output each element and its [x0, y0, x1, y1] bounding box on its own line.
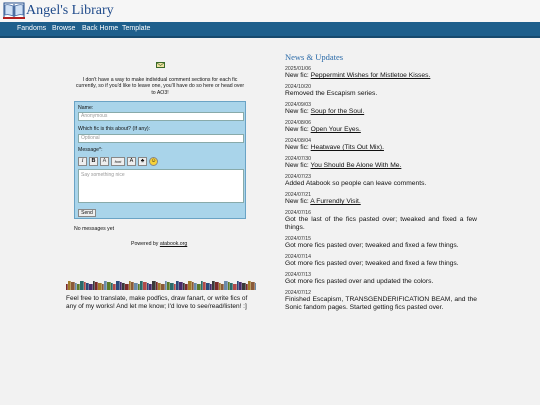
news-item	[285, 254, 477, 268]
powered-prefix: Powered by	[131, 241, 160, 247]
book-spine	[176, 281, 179, 290]
bookshelf-divider	[66, 281, 256, 290]
news-text-prefix: Finished Escapism, TRANSGENDERIFICATION BEAM, and the Sonic fandom pages. Started getting fics pasted over.	[285, 296, 477, 311]
news-text-prefix: Added Atabook so people can leave comments.	[285, 180, 427, 187]
book-spine	[170, 283, 174, 290]
news-text	[285, 144, 477, 152]
message-label: Message*:	[78, 147, 103, 153]
news-item	[285, 138, 477, 152]
news-text	[285, 108, 477, 116]
news-fic-link[interactable]: A Furrendly Visit.	[310, 198, 361, 205]
news-list[interactable]	[285, 66, 477, 328]
news-text-prefix: New fic:	[285, 198, 311, 205]
news-text	[285, 90, 477, 98]
news-date: 2024/07/30	[285, 156, 311, 162]
book-spine	[143, 282, 147, 290]
book-spine	[197, 284, 201, 290]
news-text	[285, 216, 477, 232]
book-spine	[77, 284, 80, 290]
book-spine	[66, 284, 68, 290]
news-text-prefix: New fic:	[285, 108, 311, 115]
book-spine	[248, 281, 251, 290]
book-spine	[242, 283, 246, 290]
site-title[interactable]: Angel's Library	[26, 3, 114, 18]
book-spine	[122, 283, 125, 290]
book-spine	[224, 281, 228, 290]
book-spine	[86, 283, 89, 290]
book-spine	[183, 283, 185, 290]
news-date: 2024/07/23	[285, 174, 311, 180]
book-spine	[201, 281, 203, 290]
book-spine	[75, 283, 77, 290]
book-spine	[251, 282, 255, 290]
news-item	[285, 236, 477, 250]
news-text-prefix: Got more fics pasted over; tweaked and fixed a few things.	[285, 242, 459, 249]
book-spine	[120, 282, 122, 290]
book-spine	[219, 283, 221, 290]
news-date: 2025/01/06	[285, 66, 311, 72]
book-spine	[102, 284, 104, 290]
book-spine	[158, 283, 161, 290]
news-text	[285, 162, 477, 170]
guestbook-form	[74, 101, 246, 219]
news-item	[285, 174, 477, 188]
size-button[interactable]: A	[127, 157, 136, 166]
news-date: 2024/07/12	[285, 290, 311, 296]
book-spine	[116, 281, 120, 290]
book-spine	[221, 284, 224, 290]
news-date: 2024/09/03	[285, 102, 311, 108]
news-date: 2024/08/06	[285, 120, 311, 126]
news-text	[285, 180, 477, 188]
site-header	[0, 0, 540, 22]
news-item	[285, 290, 477, 312]
book-spine	[68, 281, 71, 290]
news-text	[285, 198, 477, 206]
fic-input[interactable]: Optional	[78, 134, 244, 143]
book-spine	[71, 282, 75, 290]
news-date: 2024/07/16	[285, 210, 311, 216]
book-spine	[84, 282, 86, 290]
news-item	[285, 66, 477, 80]
book-spine	[203, 282, 206, 290]
book-spine	[228, 282, 230, 290]
book-spine	[98, 283, 102, 290]
book-spine	[140, 281, 143, 290]
news-text-prefix: Got the last of the fics pasted over; tweaked and fixed a few things.	[285, 216, 477, 231]
book-spine	[246, 284, 248, 290]
news-text-prefix: Removed the Escapism series.	[285, 90, 378, 97]
book-spine	[125, 284, 129, 290]
open-book-icon[interactable]	[3, 2, 25, 19]
nav-back-home[interactable]: Back Home	[82, 25, 119, 32]
book-spine	[239, 282, 242, 290]
news-date: 2024/08/04	[285, 138, 311, 144]
news-text	[285, 242, 477, 250]
book-spine	[93, 281, 95, 290]
bold-button[interactable]: B	[89, 157, 98, 166]
book-spine	[165, 281, 167, 290]
news-item	[285, 120, 477, 134]
news-text	[285, 260, 477, 268]
guestbook-intro: I don't have a way to make individual comment sections for each fic currently, so if you'd like to leave one, you'll have do so here or head over to AO3!	[75, 77, 245, 96]
book-spine	[134, 283, 138, 290]
book-spine	[89, 284, 93, 290]
book-spine	[255, 283, 256, 290]
book-spine	[111, 283, 113, 290]
italic-button[interactable]: I	[78, 157, 87, 166]
news-date: 2024/10/20	[285, 84, 311, 90]
book-spine	[80, 281, 84, 290]
nav-template[interactable]: Template	[122, 25, 151, 32]
book-spine	[161, 284, 165, 290]
book-spine	[185, 284, 188, 290]
envelope-icon	[156, 62, 165, 68]
book-spine	[233, 284, 237, 290]
news-item	[285, 192, 477, 206]
news-item	[285, 210, 477, 232]
news-fic-link[interactable]: Heatwave (Tits Out Mix).	[310, 144, 384, 151]
news-fic-link[interactable]: Open Your Eyes.	[310, 126, 361, 133]
nav-browse[interactable]: Browse	[52, 25, 76, 32]
news-date: 2024/07/13	[285, 272, 311, 278]
book-spine	[149, 284, 152, 290]
footer-note: Feel free to translate, make podfics, draw fanart, or write fics of any of my works! And let me know; I'd love to see/read/listen! :]	[66, 295, 248, 310]
book-spine	[95, 282, 98, 290]
send-button[interactable]: Send	[78, 209, 96, 217]
image-button[interactable]: ♣	[138, 157, 147, 166]
book-spine	[104, 281, 107, 290]
name-input[interactable]: Anonymous	[78, 112, 244, 121]
news-item	[285, 102, 477, 116]
news-date: 2024/07/14	[285, 254, 311, 260]
emoji-button[interactable]: ☺	[150, 158, 157, 164]
news-text	[285, 278, 477, 286]
news-text-prefix: Got more fics pasted over and updated the colors.	[285, 278, 434, 285]
font-button[interactable]: font	[111, 157, 125, 166]
news-title: News & Updates	[285, 52, 344, 62]
news-item	[285, 84, 477, 98]
book-spine	[174, 284, 176, 290]
message-textarea[interactable]: Say something nice	[78, 169, 244, 203]
news-date: 2024/07/15	[285, 236, 311, 242]
news-text-prefix: New fic:	[285, 144, 311, 151]
no-messages-text: No messages yet	[74, 226, 115, 232]
book-spine	[152, 281, 156, 290]
book-spine	[192, 282, 194, 290]
book-spine	[107, 282, 111, 290]
book-spine	[167, 282, 170, 290]
name-label: Name:	[78, 105, 94, 111]
news-text	[285, 296, 477, 312]
news-text-prefix: New fic:	[285, 126, 311, 133]
book-spine	[237, 281, 239, 290]
book-spine	[194, 283, 197, 290]
fic-label: Which fic is this about? (If any):	[78, 126, 151, 132]
book-spine	[210, 284, 212, 290]
news-text-prefix: Got more fics pasted over; tweaked and fixed a few things.	[285, 260, 459, 267]
news-text	[285, 72, 477, 80]
news-fic-link[interactable]: You Should Be Alone With Me.	[310, 162, 402, 169]
book-spine	[212, 281, 215, 290]
news-item	[285, 156, 477, 170]
powered-by	[131, 241, 187, 247]
book-spine	[131, 282, 134, 290]
color-button[interactable]: A	[100, 157, 109, 166]
book-spine	[230, 283, 233, 290]
news-fic-link[interactable]: Peppermint Wishes for Mistletoe Kisses.	[310, 72, 431, 79]
news-date: 2024/07/21	[285, 192, 311, 198]
nav-fandoms[interactable]: Fandoms	[17, 25, 47, 32]
news-text	[285, 126, 477, 134]
news-text-prefix: New fic:	[285, 72, 311, 79]
atabook-link[interactable]: atabook.org	[159, 241, 188, 247]
book-spine	[138, 284, 140, 290]
book-spine	[215, 282, 219, 290]
book-spine	[188, 281, 192, 290]
book-spine	[206, 283, 210, 290]
book-spine	[129, 281, 131, 290]
book-spine	[156, 282, 158, 290]
news-text-prefix: New fic:	[285, 162, 311, 169]
book-spine	[147, 283, 149, 290]
main-nav	[0, 22, 540, 38]
book-spine	[113, 284, 116, 290]
news-fic-link[interactable]: Soup for the Soul.	[310, 108, 365, 115]
book-spine	[179, 282, 183, 290]
news-item	[285, 272, 477, 286]
